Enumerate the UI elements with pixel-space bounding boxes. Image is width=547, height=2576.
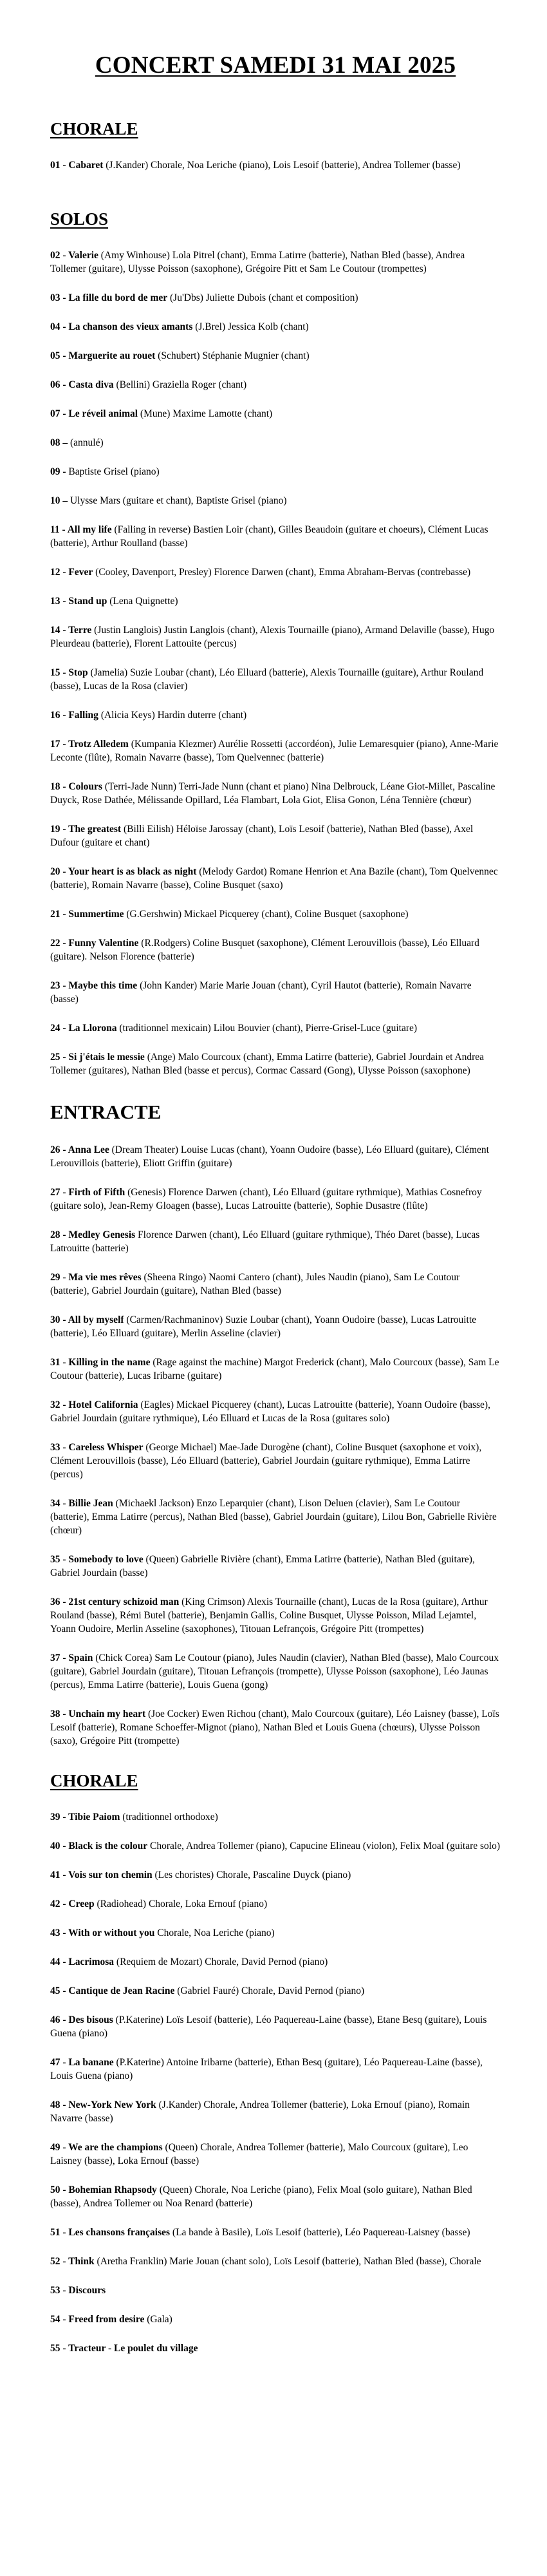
song-title: Des bisous	[68, 2014, 113, 2025]
song-title: Discours	[68, 2285, 106, 2296]
song-title: Unchain my heart	[68, 1709, 146, 1719]
performer-details: (Falling in reverse) Bastien Loir (chant), Gilles Beaudoin (guitare et choeurs), Clément Lucas (batterie), Arthur Roulland (basse)	[50, 524, 488, 549]
performer-details: (Chick Corea) Sam Le Coutour (piano), Jules Naudin (clavier), Nathan Bled (basse), Malo Courcoux (guitare), Gabriel Jourdain (guitare), Titouan Lefrançois (trompette), Ulysse Poisson (saxophone), Léo Jaunas (percus), Emma Latirre (batterie), Louis Guena (gong)	[50, 1653, 499, 1690]
song-title: Anna Lee	[68, 1144, 109, 1155]
item-number: 39 -	[50, 1812, 69, 1823]
song-title: Billie Jean	[68, 1498, 113, 1509]
program-item	[50, 1810, 501, 1824]
item-number: 23 -	[50, 980, 69, 991]
program-item	[50, 2342, 501, 2355]
song-title: Trotz Alledem	[68, 739, 129, 750]
program-item	[50, 2255, 501, 2268]
performer-details: Baptiste Grisel (piano)	[68, 466, 160, 477]
program-item	[50, 1839, 501, 1853]
performer-details: (Aretha Franklin) Marie Jouan (chant solo), Loïs Lesoif (batterie), Nathan Bled (basse), Chorale	[94, 2256, 481, 2267]
performer-details: (Amy Winhouse) Lola Pitrel (chant), Emma Latirre (batterie), Nathan Bled (basse), Andrea Tollemer (guitare), Ulysse Poisson (saxophone), Grégoire Pitt et Sam Le Coutour (trompettes)	[50, 250, 465, 274]
item-number: 20 -	[50, 866, 68, 877]
program-item	[50, 1595, 501, 1636]
item-number: 19 -	[50, 824, 69, 835]
item-number: 43 -	[50, 1927, 69, 1938]
item-number: 27 -	[50, 1187, 69, 1198]
program-item	[50, 465, 501, 478]
program-item	[50, 1441, 501, 1481]
song-title: Tracteur - Le poulet du village	[68, 2343, 198, 2354]
item-number: 25 -	[50, 1052, 69, 1063]
item-number: 03 -	[50, 292, 69, 303]
song-title: Your heart is as black as night	[68, 866, 197, 877]
program-item	[50, 2098, 501, 2125]
item-number: 37 -	[50, 1653, 69, 1663]
performer-details: (Mune) Maxime Lamotte (chant)	[138, 408, 273, 419]
section-solos-1	[50, 209, 501, 1077]
program-item	[50, 1050, 501, 1077]
section-chorale-0	[50, 119, 501, 172]
program-item	[50, 737, 501, 764]
performer-details: (Dream Theater) Louise Lucas (chant), Yoann Oudoire (basse), Léo Elluard (guitare), Clément Lerouvillois (batterie), Eliott Griffin (guitare)	[50, 1144, 489, 1169]
item-number: 08 –	[50, 437, 70, 448]
item-number: 34 -	[50, 1498, 69, 1509]
program-item	[50, 907, 501, 921]
program-item	[50, 436, 501, 450]
song-title: Ma vie mes rêves	[68, 1272, 142, 1283]
item-number: 02 -	[50, 250, 69, 261]
program-item	[50, 708, 501, 722]
performer-details: (Rage against the machine) Margot Frederick (chant), Malo Courcoux (basse), Sam Le Coutour (batterie), Lucas Iribarne (guitare)	[50, 1357, 499, 1381]
program-item	[50, 2226, 501, 2239]
song-title: We are the champions	[68, 2142, 163, 2153]
performer-details: Ulysse Mars (guitare et chant), Baptiste Grisel (piano)	[70, 495, 287, 506]
program-item	[50, 158, 501, 172]
item-number: 15 -	[50, 667, 69, 678]
item-number: 18 -	[50, 781, 69, 792]
song-title: Si j'étais le messie	[68, 1052, 145, 1063]
performer-details: (P.Katerine) Antoine Iribarne (batterie), Ethan Besq (guitare), Léo Paquereau-Laine (basse), Louis Guena (piano)	[50, 2057, 483, 2081]
program-item	[50, 565, 501, 579]
performer-details: (Queen) Gabrielle Rivière (chant), Emma Latirre (batterie), Nathan Bled (guitare), Gabriel Jourdain (basse)	[50, 1554, 475, 1578]
song-title: Terre	[68, 625, 92, 636]
item-number: 28 -	[50, 1229, 69, 1240]
item-number: 40 -	[50, 1841, 69, 1852]
program-item	[50, 1228, 501, 1255]
performer-details: (Les choristes) Chorale, Pascaline Duyck (piano)	[152, 1870, 351, 1880]
song-title: With or without you	[68, 1927, 155, 1938]
performer-details: (Queen) Chorale, Andrea Tollemer (batterie), Malo Courcoux (guitare), Leo Laisney (basse), Loka Ernouf (basse)	[50, 2142, 468, 2166]
item-number: 01 -	[50, 160, 69, 171]
performer-details: Chorale, Noa Leriche (piano)	[154, 1927, 275, 1938]
performer-details: (P.Katerine) Loïs Lesoif (batterie), Léo Paquereau-Laine (basse), Etane Besq (guitare), Louis Guena (piano)	[50, 2014, 487, 2039]
song-title: 21st century schizoid man	[68, 1596, 180, 1607]
item-number: 26 -	[50, 1144, 68, 1155]
performer-details: (Gala)	[144, 2314, 172, 2325]
item-number: 14 -	[50, 625, 69, 636]
program-item	[50, 1897, 501, 1911]
performer-details: (Terri-Jade Nunn) Terri-Jade Nunn (chant et piano) Nina Delbrouck, Léane Giot-Millet, Pascaline Duyck, Rose Dathée, Mélissande Opillard, Léa Flambart, Lola Giot, Elisa Gonon, Léna Tennière (chœur)	[50, 781, 496, 806]
item-number: 45 -	[50, 1985, 69, 1996]
song-title: All my life	[67, 524, 112, 535]
song-title: Black is the colour	[68, 1841, 148, 1852]
performer-details: (Sheena Ringo) Naomi Cantero (chant), Jules Naudin (piano), Sam Le Coutour (batterie), Gabriel Jourdain (guitare), Nathan Bled (basse)	[50, 1272, 460, 1296]
performer-details: (Lena Quignette)	[107, 596, 178, 607]
item-number: 24 -	[50, 1023, 69, 1034]
song-title: Tibie Paiom	[68, 1812, 120, 1823]
item-number: 06 -	[50, 379, 69, 390]
song-title: Lacrimosa	[68, 1956, 115, 1967]
performer-details: (R.Rodgers) Coline Busquet (saxophone), Clément Lerouvillois (basse), Léo Elluard (guitare). Nelson Florence (batterie)	[50, 938, 479, 962]
section-heading: ENTRACTE	[50, 1101, 162, 1123]
item-number: 31 -	[50, 1357, 69, 1368]
item-number: 36 -	[50, 1596, 69, 1607]
program-item	[50, 865, 501, 892]
song-title: Stop	[68, 667, 88, 678]
performer-details: (Justin Langlois) Justin Langlois (chant), Alexis Tournaille (piano), Armand Delaville (basse), Hugo Pleurdeau (batterie), Florent Lattouite (percus)	[50, 625, 495, 649]
song-title: Maybe this time	[68, 980, 138, 991]
performer-details: Florence Darwen (chant), Léo Elluard (guitare rythmique), Théo Daret (basse), Lucas Latrouitte (batterie)	[50, 1229, 480, 1254]
page-title: CONCERT SAMEDI 31 MAI 2025	[95, 52, 456, 79]
program-item	[50, 2313, 501, 2326]
section-heading: CHORALE	[50, 119, 138, 138]
item-number: 07 -	[50, 408, 69, 419]
item-number: 16 -	[50, 710, 69, 721]
performer-details: (Jamelia) Suzie Loubar (chant), Léo Elluard (batterie), Alexis Tournaille (guitare), Arthur Rouland (basse), Lucas de la Rosa (clavier)	[50, 667, 484, 692]
song-title: Marguerite au rouet	[68, 350, 156, 361]
program-item	[50, 979, 501, 1006]
performer-details: (Eagles) Mickael Picquerey (chant), Lucas Latrouitte (batterie), Yoann Oudoire (basse), Gabriel Jourdain (guitare rythmique), Léo Elluard et Lucas de la Rosa (guitares solo)	[50, 1399, 490, 1424]
item-number: 48 -	[50, 2099, 69, 2110]
item-number: 35 -	[50, 1554, 69, 1565]
item-number: 29 -	[50, 1272, 69, 1283]
program-item	[50, 1955, 501, 1969]
program-item	[50, 822, 501, 849]
song-title: Bohemian Rhapsody	[68, 2184, 157, 2195]
performer-details: (Carmen/Rachmaninov) Suzie Loubar (chant), Yoann Oudoire (basse), Lucas Latrouitte (batterie), Léo Elluard (guitare), Merlin Asseline (clavier)	[50, 1314, 477, 1339]
program-item	[50, 407, 501, 421]
program-item	[50, 249, 501, 276]
song-title: Casta diva	[68, 379, 114, 390]
song-title: Hotel California	[68, 1399, 138, 1410]
performer-details: (Billi Eilish) Héloïse Jarossay (chant), Loïs Lesoif (batterie), Nathan Bled (basse), Axel Dufour (guitare et chant)	[50, 824, 474, 848]
item-number: 09 -	[50, 466, 69, 477]
performer-details: (traditionnel orthodoxe)	[120, 1812, 218, 1823]
item-number: 22 -	[50, 938, 69, 949]
song-title: La fille du bord de mer	[68, 292, 168, 303]
song-title: Colours	[68, 781, 102, 792]
program-item	[50, 523, 501, 550]
item-number: 52 -	[50, 2256, 69, 2267]
item-number: 17 -	[50, 739, 69, 750]
song-title: Summertime	[68, 909, 124, 920]
item-number: 50 -	[50, 2184, 69, 2195]
performer-details: (traditionnel mexicain) Lilou Bouvier (chant), Pierre-Grisel-Luce (guitare)	[116, 1023, 418, 1034]
performer-details: (annulé)	[70, 437, 104, 448]
program-item	[50, 1398, 501, 1425]
song-title: Think	[68, 2256, 95, 2267]
song-title: Funny Valentine	[68, 938, 139, 949]
performer-details: (Gabriel Fauré) Chorale, David Pernod (piano)	[174, 1985, 365, 1996]
program-item	[50, 349, 501, 363]
program-item	[50, 2183, 501, 2210]
program-item	[50, 2056, 501, 2083]
song-title: Vois sur ton chemin	[68, 1870, 153, 1880]
performer-details: (La bande à Basile), Loïs Lesoif (batterie), Léo Paquereau-Laisney (basse)	[170, 2227, 470, 2238]
item-number: 44 -	[50, 1956, 69, 1967]
section-entracte-2	[50, 1101, 501, 1748]
item-number: 55 -	[50, 2343, 69, 2354]
program-item	[50, 1497, 501, 1537]
performer-details: (Queen) Chorale, Noa Leriche (piano), Felix Moal (solo guitare), Nathan Bled (basse), Andrea Tollemer ou Noa Renard (batterie)	[50, 2184, 472, 2209]
item-number: 33 -	[50, 1442, 69, 1453]
song-title: New-York New York	[68, 2099, 156, 2110]
item-number: 49 -	[50, 2142, 69, 2153]
item-number: 51 -	[50, 2227, 69, 2238]
song-title: Creep	[68, 1899, 95, 1909]
performer-details: (Radiohead) Chorale, Loka Ernouf (piano)	[94, 1899, 268, 1909]
program-item	[50, 1021, 501, 1035]
song-title: Falling	[68, 710, 98, 721]
song-title: La banane	[68, 2057, 114, 2068]
performer-details: (Kumpania Klezmer) Aurélie Rossetti (accordéon), Julie Lemaresquier (piano), Anne-Marie Leconte (flûte), Romain Navarre (basse), Tom Quelvennec (batterie)	[50, 739, 499, 763]
program-item	[50, 936, 501, 963]
performer-details: (George Michael) Mae-Jade Durogène (chant), Coline Busquet (saxophone et voix), Clément Lerouvillois (basse), Léo Elluard (batterie), Gabriel Jourdain (guitare rythmique), Emma Latirre (percus)	[50, 1442, 482, 1480]
program-item	[50, 378, 501, 392]
program-item	[50, 594, 501, 608]
program-item	[50, 1186, 501, 1213]
performer-details: (Michaekl Jackson) Enzo Leparquier (chant), Lison Deluen (clavier), Sam Le Coutour (batterie), Emma Latirre (percus), Nathan Bled (basse), Gabriel Jourdain (guitare), Lilou Bon, Gabrielle Rivière (chœur)	[50, 1498, 497, 1536]
item-number: 10 –	[50, 495, 70, 506]
item-number: 11 -	[50, 524, 68, 535]
program-item	[50, 1651, 501, 1692]
song-title: La Llorona	[68, 1023, 117, 1034]
item-number: 41 -	[50, 1870, 69, 1880]
program-item	[50, 2013, 501, 2040]
song-title: The greatest	[68, 824, 122, 835]
program-item	[50, 1984, 501, 1998]
program-item	[50, 1707, 501, 1748]
performer-details: (Genesis) Florence Darwen (chant), Léo Elluard (guitare rythmique), Mathias Cosnefroy (guitare solo), Jean-Remy Gloagen (basse), Lucas Latrouitte (batterie), Sophie Dusastre (flûte)	[50, 1187, 482, 1211]
song-title: Somebody to love	[68, 1554, 144, 1565]
song-title: Medley Genesis	[68, 1229, 136, 1240]
item-number: 13 -	[50, 596, 69, 607]
song-title: Freed from desire	[68, 2314, 145, 2325]
program-item	[50, 1143, 501, 1170]
program-item	[50, 1553, 501, 1580]
performer-details: (King Crimson) Alexis Tournaille (chant), Lucas de la Rosa (guitare), Arthur Rouland (basse), Rémi Butel (batterie), Benjamin Gallis, Coline Busquet, Ulysse Poisson, Milad Lejamtel, Yoann Oudoire, Merlin Asseline (saxophones), Titouan Lefrançois, Grégoire Pitt (trompettes)	[50, 1596, 488, 1634]
program-item	[50, 623, 501, 650]
program-item	[50, 1926, 501, 1940]
song-title: Fever	[68, 567, 93, 578]
item-number: 54 -	[50, 2314, 69, 2325]
item-number: 46 -	[50, 2014, 69, 2025]
performer-details: (Ju'Dbs) Juliette Dubois (chant et composition)	[167, 292, 358, 303]
item-number: 38 -	[50, 1709, 69, 1719]
performer-details: (Melody Gardot) Romane Henrion et Ana Bazile (chant), Tom Quelvennec (batterie), Romain Navarre (basse), Coline Busquet (saxo)	[50, 866, 498, 891]
song-title: All by myself	[68, 1314, 124, 1325]
performer-details: (G.Gershwin) Mickael Picquerey (chant), Coline Busquet (saxophone)	[124, 909, 409, 920]
section-chorale-3	[50, 1771, 501, 2355]
program-item	[50, 291, 501, 305]
item-number: 30 -	[50, 1314, 68, 1325]
performer-details: (J.Brel) Jessica Kolb (chant)	[192, 321, 309, 332]
program-item	[50, 1868, 501, 1882]
song-title: Les chansons françaises	[68, 2227, 171, 2238]
item-number: 42 -	[50, 1899, 69, 1909]
program-item	[50, 1313, 501, 1340]
program-item	[50, 320, 501, 334]
program-item	[50, 494, 501, 507]
performer-details: (Schubert) Stéphanie Mugnier (chant)	[155, 350, 310, 361]
song-title: Le réveil animal	[68, 408, 138, 419]
item-number: 04 -	[50, 321, 69, 332]
program-item	[50, 1356, 501, 1383]
performer-details: (Joe Cocker) Ewen Richou (chant), Malo Courcoux (guitare), Léo Laisney (basse), Loïs Lesoif (batterie), Romane Schoeffer-Mignot (piano), Nathan Bled et Louis Guena (chœurs), Ulysse Poisson (saxo), Grégoire Pitt (trompette)	[50, 1709, 499, 1747]
item-number: 47 -	[50, 2057, 69, 2068]
song-title: Cantique de Jean Racine	[68, 1985, 175, 1996]
program-item	[50, 2141, 501, 2168]
performer-details: (Requiem de Mozart) Chorale, David Pernod (piano)	[114, 1956, 328, 1967]
program-item	[50, 1271, 501, 1298]
performer-details: (Alicia Keys) Hardin duterre (chant)	[98, 710, 247, 721]
performer-details: (John Kander) Marie Marie Jouan (chant), Cyril Hautot (batterie), Romain Navarre (basse)	[50, 980, 472, 1005]
song-title: Valerie	[68, 250, 98, 261]
item-number: 12 -	[50, 567, 69, 578]
song-title: Cabaret	[68, 160, 104, 171]
song-title: Careless Whisper	[68, 1442, 144, 1453]
program-sections	[50, 119, 501, 2355]
section-heading: CHORALE	[50, 1771, 138, 1790]
song-title: Stand up	[68, 596, 107, 607]
item-number: 32 -	[50, 1399, 69, 1410]
song-title: Firth of Fifth	[68, 1187, 125, 1198]
performer-details: (J.Kander) Chorale, Noa Leriche (piano), Lois Lesoif (batterie), Andrea Tollemer (basse)	[103, 160, 461, 171]
song-title: La chanson des vieux amants	[68, 321, 193, 332]
song-title: Killing in the name	[68, 1357, 151, 1368]
program-item	[50, 2284, 501, 2297]
item-number: 21 -	[50, 909, 69, 920]
performer-details: Chorale, Andrea Tollemer (piano), Capucine Elineau (violon), Felix Moal (guitare solo)	[147, 1841, 501, 1852]
performer-details: (Cooley, Davenport, Presley) Florence Darwen (chant), Emma Abraham-Bervas (contrebasse)	[93, 567, 471, 578]
item-number: 05 -	[50, 350, 69, 361]
item-number: 53 -	[50, 2285, 69, 2296]
performer-details: (Bellini) Graziella Roger (chant)	[113, 379, 247, 390]
program-item	[50, 780, 501, 807]
program-item	[50, 666, 501, 693]
section-heading: SOLOS	[50, 209, 109, 229]
song-title: Spain	[68, 1653, 93, 1663]
performer-details: (Ange) Malo Courcoux (chant), Emma Latirre (batterie), Gabriel Jourdain et Andrea Tollemer (guitares), Nathan Bled (basse et percus), Cormac Cassard (Gong), Ulysse Poisson (saxophone)	[50, 1052, 485, 1076]
performer-details: (J.Kander) Chorale, Andrea Tollemer (batterie), Loka Ernouf (piano), Romain Navarre (basse)	[50, 2099, 470, 2124]
